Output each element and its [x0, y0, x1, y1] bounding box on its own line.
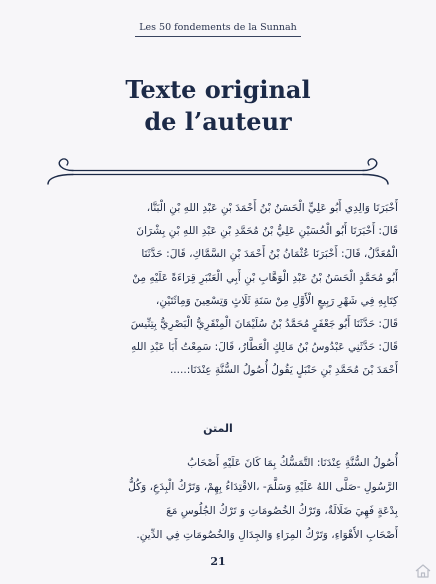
isnad-line: كِتَابِهِ فِي شَهْرِ رَبِيعٍ الْأَوَّلِ مِنْ سَنَةِ ثَلَاثٍ وَتِسْعِينَ وَمِائَتَيْنِ، [155, 294, 398, 307]
home-icon[interactable] [414, 562, 432, 580]
matn-line: أَصْحَابِ الأَهْوَاءِ، وَتَرْكُ المِرَاءِ وَالجِدَالِ وَالخُصُومَاتِ فِي الدِّينِ. [136, 529, 398, 541]
isnad-line: قَالَ: حَدَّثَنَا أَبُو جَعْفَرٍ مُحَمَّدُ بْنُ سُلَيْمَانَ الْمِنْقَرِيُّ الْبَصْرِيُّ بِتِنِّيسَ [130, 318, 398, 331]
matn-block [40, 451, 398, 547]
page-title-line-2: de l’auteur [144, 107, 292, 136]
matn-line: بِدْعَةٍ فَهِيَ ضَلَالَةٌ، وَتَرْكُ الخُصُومَاتِ وَ تَرْكُ الجُلُوسِ مَعَ [166, 505, 398, 517]
matn-heading: المتن [203, 422, 233, 435]
matn-line: أُصُولُ السُّنَّةِ عِنْدَنَا: التَّمَسُّكُ بِمَا كَانَ عَلَيْهِ أَصْحَابُ [187, 457, 398, 469]
isnad-line: الْمُعَدَّلُ، قَالَ: أَخْبَرَنَا عُثْمَانُ بْنُ أَحْمَدَ بْنِ السَّمَّاكِ، قَالَ: حَدَّثَنَا [141, 248, 398, 261]
running-head: Les 50 fondements de la Sunnah [139, 22, 297, 33]
isnad-line: أَحْمَدَ بْنَ مُحَمَّدِ بْنِ حَنْبَلٍ يَقُولُ أُصُولُ السُّنَّةِ عِنْدَنَا:..... [169, 364, 398, 377]
isnad-block [40, 197, 398, 383]
page-title-line-1: Texte original [125, 75, 311, 104]
isnad-line: قَالَ: حَدَّثَنِي عَبْدُوسُ بْنُ مَالِكٍ الْعَطَّارُ، قَالَ: سَمِعْتُ أَبَا عَبْدِ اللهِ [131, 341, 398, 354]
isnad-line: أَخْبَرَنَا وَالِدِي أَبُو عَلِيٍّ الْحَسَنُ بْنُ أَحْمَدَ بْنِ عَبْدِ اللهِ بْنِ الْبَنَّا، [146, 202, 398, 214]
scroll-ornament-icon [0, 0, 436, 200]
isnad-line: أَبُو مُحَمَّدٍ الْحَسَنُ بْنُ عَبْدِ الْوَهَّابِ بْنِ أَبِي الْعَنْبَرِ قِرَاءَةً عَلَيْهِ مِنْ [132, 271, 398, 284]
matn-line: الرَّسُولِ -صَلَّى اللهُ عَلَيْهِ وَسَلَّمَ- ،الاقْتِدَاءُ بِهِمْ، وَتَرْكُ الْبِدَعِ، وَكُلُّ [128, 481, 398, 493]
isnad-line: قَالَ: أَخْبَرَنَا أَبُو الْحُسَيْنِ عَلِيُّ بْنُ مُحَمَّدِ بْنِ عَبْدِ اللهِ بْنِ بِشْرَانَ [136, 225, 398, 238]
page-number: 21 [210, 555, 226, 568]
